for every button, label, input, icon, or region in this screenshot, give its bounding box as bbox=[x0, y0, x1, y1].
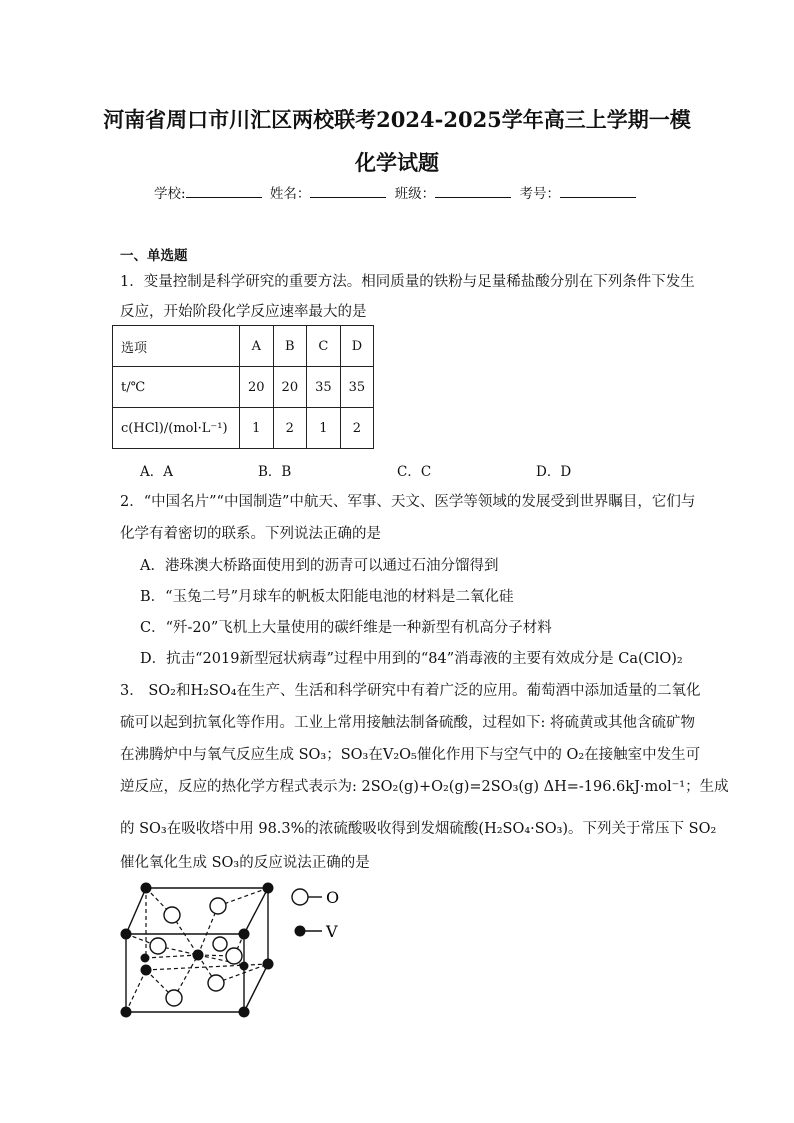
table-cell: 1 bbox=[240, 408, 274, 449]
table-header-cell: A bbox=[240, 326, 274, 367]
class-blank[interactable] bbox=[435, 185, 511, 198]
q3-line-3: 在沸腾炉中与氧气反应生成 SO₃；SO₃在V₂O₅催化作用下与空气中的 O₂在接触室中发生可 bbox=[120, 747, 701, 763]
q1-line-2: 反应，开始阶段化学反应速率最大的是 bbox=[120, 304, 367, 320]
q2-option-a[interactable]: A．港珠澳大桥路面使用到的沥青可以通过石油分馏得到 bbox=[140, 558, 499, 574]
table-header-cell: C bbox=[307, 326, 341, 367]
q1-table bbox=[112, 325, 374, 449]
table-cell: 2 bbox=[340, 408, 374, 449]
exam-number-label: 考号： bbox=[519, 186, 560, 202]
table-cell: 35 bbox=[307, 367, 341, 408]
table-header-row bbox=[113, 326, 374, 367]
q1-choice-d[interactable]: D．D bbox=[536, 464, 572, 480]
table-row bbox=[113, 367, 374, 408]
q1-choice-b[interactable]: B．B bbox=[258, 464, 292, 480]
q3-line-2: 硫可以起到抗氧化等作用。工业上常用接触法制备硫酸，过程如下: 将硫黄或其他含硫矿物 bbox=[120, 715, 695, 731]
name-label: 姓名： bbox=[269, 186, 311, 202]
q1-choice-c[interactable]: C．C bbox=[397, 464, 432, 480]
legend-filled-circle-icon bbox=[295, 926, 306, 937]
q1-choice-a[interactable]: A．A bbox=[140, 464, 173, 480]
table-row bbox=[113, 408, 374, 449]
table-cell: 35 bbox=[340, 367, 374, 408]
table-cell: 20 bbox=[240, 367, 274, 408]
section-heading: 一、单选题 bbox=[120, 248, 188, 264]
legend-filled-label: V bbox=[326, 922, 338, 941]
q2-option-d[interactable]: D．抗击“2019新型冠状病毒”过程中用到的“84”消毒液的主要有效成分是 Ca(ClO)₂ bbox=[140, 651, 683, 667]
table-cell: 1 bbox=[307, 408, 341, 449]
student-info-line bbox=[0, 182, 794, 202]
table-cell: 2 bbox=[273, 408, 307, 449]
document-subtitle: 化学试题 bbox=[355, 150, 439, 175]
q2-line-2: 化学有着密切的联系。下列说法正确的是 bbox=[120, 526, 381, 542]
table-header-cell: D bbox=[340, 326, 374, 367]
q3-line-6: 催化氧化生成 SO₃的反应说法正确的是 bbox=[120, 855, 370, 871]
table-row-label: t/℃ bbox=[113, 367, 240, 408]
class-label: 班级： bbox=[394, 186, 436, 202]
school-blank[interactable] bbox=[186, 185, 262, 198]
table-row-label: c(HCl)/(mol·L⁻¹) bbox=[113, 408, 240, 449]
q2-option-b[interactable]: B．“玉兔二号”月球车的帆板太阳能电池的材料是二氧化硅 bbox=[140, 589, 514, 605]
q3-line-4: 逆反应，反应的热化学方程式表示为: 2SO₂(g)+O₂(g)=2SO₃(g) ΔH=-196.6kJ·mol⁻¹；生成 bbox=[120, 779, 729, 795]
q2-option-c[interactable]: C．“歼-20”飞机上大量使用的碳纤维是一种新型有机高分子材料 bbox=[140, 620, 552, 636]
legend-open-label: O bbox=[326, 888, 340, 907]
v2o5-crystal-structure-figure bbox=[110, 878, 370, 1023]
school-label: 学校: bbox=[154, 186, 186, 202]
exam-number-blank[interactable] bbox=[560, 185, 636, 198]
q2-line-1: 2．“中国名片”“中国制造”中航天、军事、天文、医学等领域的发展受到世界瞩目，它们与 bbox=[120, 494, 696, 510]
document-title: 河南省周口市川汇区两校联考2024-2025学年高三上学期一模 bbox=[103, 107, 691, 132]
q3-line-5: 的 SO₃在吸收塔中用 98.3%的浓硫酸吸收得到发烟硫酸(H₂SO₄·SO₃)。下列关于常压下 SO₂ bbox=[120, 821, 717, 837]
table-cell: 20 bbox=[273, 367, 307, 408]
table-header-cell: B bbox=[273, 326, 307, 367]
name-blank[interactable] bbox=[310, 185, 386, 198]
q1-line-1: 1．变量控制是科学研究的重要方法。相同质量的铁粉与足量稀盐酸分别在下列条件下发生 bbox=[120, 274, 695, 290]
legend-open-circle-icon bbox=[292, 889, 308, 905]
q3-line-1: 3． SO₂和H₂SO₄在生产、生活和科学研究中有着广泛的应用。葡萄酒中添加适量的二氧化 bbox=[120, 683, 701, 699]
table-header-cell: 选项 bbox=[113, 326, 240, 367]
